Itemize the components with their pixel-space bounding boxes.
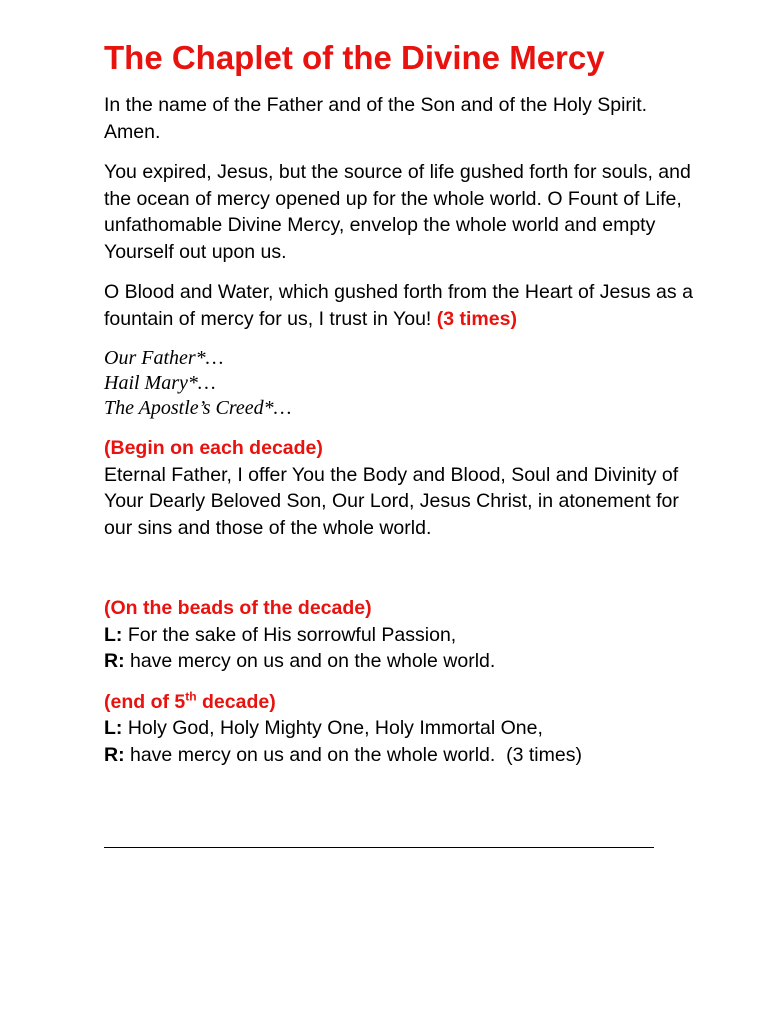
fifth-decade-heading-post: decade) [196, 690, 276, 713]
repeat-note: (3 times) [436, 307, 517, 330]
leader-label: L: [104, 717, 123, 739]
intro-paragraph: In the name of the Father and of the Son and of the Holy Spirit. Amen. [104, 94, 648, 143]
response-text: have mercy on us and on the whole world. [124, 650, 496, 672]
decade-start-section [104, 435, 704, 541]
response-label: R: [104, 650, 125, 672]
eternal-father-prayer: Eternal Father, I offer You the Body and Blood, Soul and Divinity of Your Dearly Beloved Son, Our Lord, Jesus Christ, in atonement for our sins and those of the whole world. [104, 463, 679, 539]
horizontal-rule [104, 847, 654, 848]
leader-text: Holy God, Holy Mighty One, Holy Immortal One, [122, 717, 543, 739]
opening-prayer: You expired, Jesus, but the source of life gushed forth for souls, and the ocean of mercy opened up for the whole world. O Fount of Life, unfathomable Divine Mercy, envelop the whole world and empty Yourself out upon us. [104, 161, 691, 263]
leader-text: For the sake of His sorrowful Passion, [122, 623, 457, 646]
fifth-decade-leader-line [104, 715, 704, 742]
prayer-hail-mary: Hail Mary*… [104, 372, 216, 394]
fifth-decade-section [104, 689, 704, 769]
beads-section [104, 595, 704, 675]
prayer-apostles-creed: The Apostle’s Creed*… [104, 397, 292, 419]
fifth-decade-heading-sup: th [185, 689, 197, 703]
prayer-our-father: Our Father*… [104, 347, 224, 369]
beads-heading: (On the beads of the decade) [104, 597, 372, 619]
response-label: R: [104, 743, 125, 766]
leader-label: L: [104, 623, 123, 646]
beads-response-line [104, 648, 704, 675]
decade-start-heading: (Begin on each decade) [104, 437, 323, 459]
prayer-list [104, 346, 704, 421]
fifth-decade-response-line [104, 742, 704, 769]
page-title: The Chaplet of the Divine Mercy [104, 39, 605, 76]
fifth-decade-heading [104, 689, 704, 716]
blood-water-text: O Blood and Water, which gushed forth from the Heart of Jesus as a fountain of mercy for us, I trust in You! [104, 281, 693, 330]
response-text: have mercy on us and on the whole world. (3 times) [124, 743, 582, 766]
beads-leader-line [104, 622, 704, 649]
chaplet-document [104, 36, 704, 782]
fifth-decade-heading-pre: (end of 5 [104, 690, 186, 713]
section-spacer [104, 555, 704, 595]
blood-water-prayer [104, 279, 704, 332]
